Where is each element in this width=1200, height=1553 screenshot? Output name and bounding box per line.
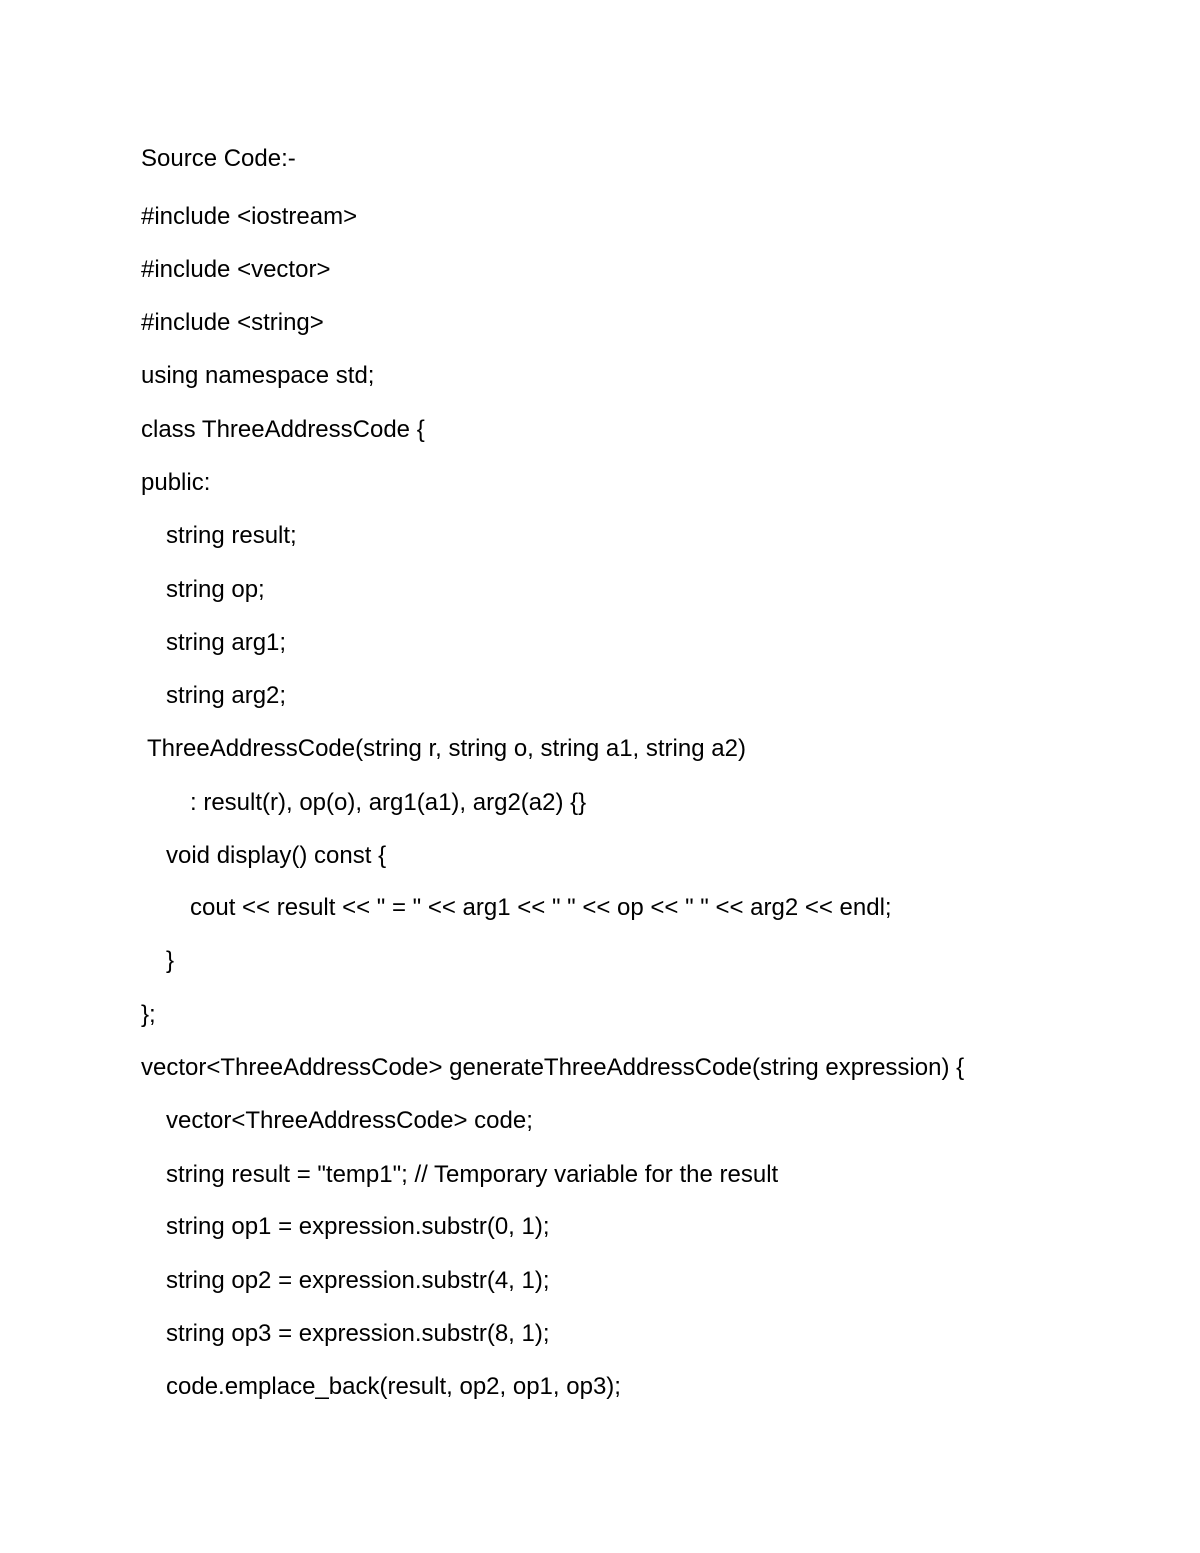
code-line: vector<ThreeAddressCode> code; [166, 1107, 533, 1134]
code-line: string result = "temp1"; // Temporary variable for the result [166, 1161, 779, 1188]
code-line: code.emplace_back(result, op2, op1, op3); [166, 1373, 621, 1400]
code-line: #include <string> [141, 309, 324, 336]
code-line: string op2 = expression.substr(4, 1); [166, 1267, 550, 1294]
code-line: void display() const { [166, 842, 387, 869]
code-line: using namespace std; [141, 362, 375, 389]
code-line: string arg1; [166, 629, 287, 656]
heading-source-code: Source Code:- [141, 145, 296, 172]
code-line: : result(r), op(o), arg1(a1), arg2(a2) {} [190, 789, 587, 816]
code-line: string op3 = expression.substr(8, 1); [166, 1320, 550, 1347]
code-line: #include <vector> [141, 256, 331, 283]
code-line: string arg2; [166, 682, 287, 709]
code-line: string op1 = expression.substr(0, 1); [166, 1213, 550, 1240]
code-line: string result; [166, 522, 297, 549]
code-line: } [166, 947, 175, 974]
code-line: public: [141, 469, 211, 496]
code-line: vector<ThreeAddressCode> generateThreeAddressCode(string expression) { [141, 1054, 965, 1081]
code-line: string op; [166, 576, 265, 603]
code-line: class ThreeAddressCode { [141, 416, 425, 443]
code-line: cout << result << " = " << arg1 << " " << op << " " << arg2 << endl; [190, 894, 892, 921]
code-line: }; [141, 1001, 156, 1028]
code-line: #include <iostream> [141, 203, 358, 230]
code-line: ThreeAddressCode(string r, string o, string a1, string a2) [147, 735, 746, 762]
